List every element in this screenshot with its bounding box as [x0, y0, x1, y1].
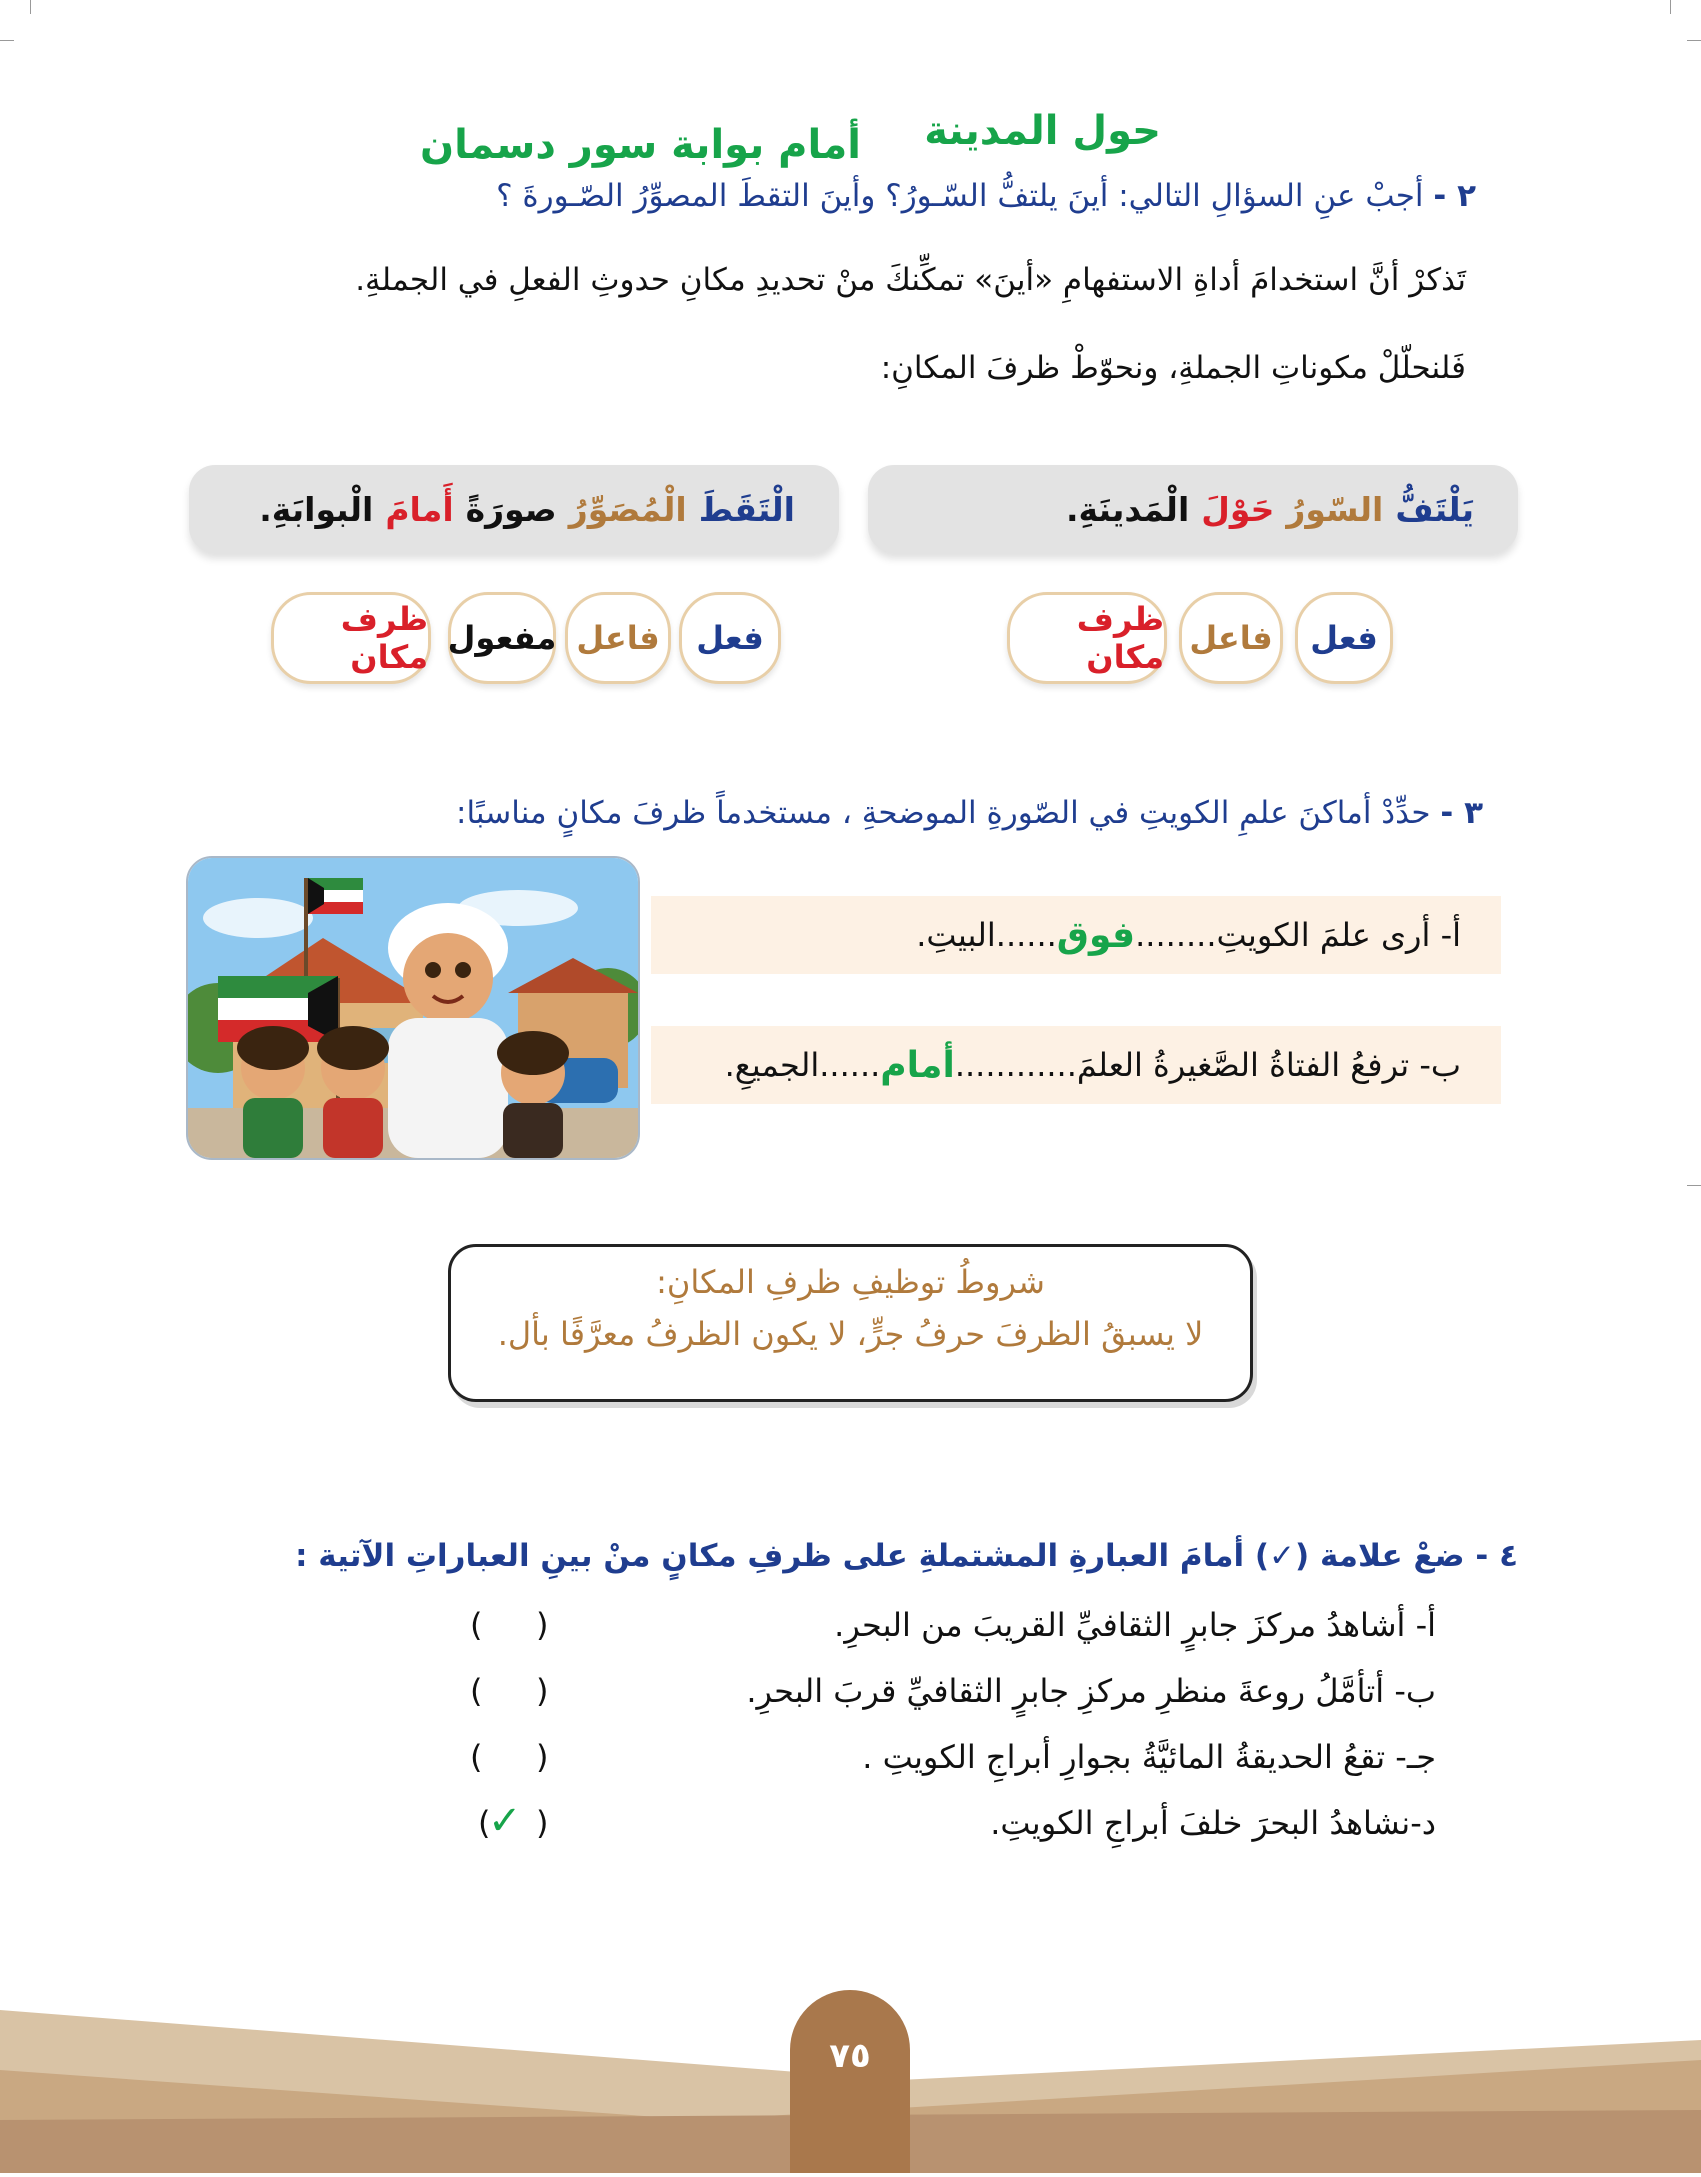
chip-place-adverb: ظرف مكان: [1007, 592, 1167, 684]
exercise-b-start: ب- ترفعُ الفتاةُ الصَّغيرةُ العلمَ............: [954, 1046, 1461, 1084]
word-subject: السّورُ: [1286, 489, 1384, 529]
question-text: أجبْ عنِ السؤالِ التالي: أينَ يلتفُّ السّـورُ؟ وأينَ التقطَ المصوِّرُ الصّـورةَ ؟: [496, 178, 1424, 214]
exercise-a: [651, 896, 1501, 974]
option-d: د-نشاهدُ البحرَ خلفَ أبراجِ الكويتِ.: [990, 1804, 1436, 1842]
question-3-heading: [456, 795, 1483, 831]
conditions-title: شروطُ توظيفِ ظرفِ المكانِ:: [656, 1263, 1045, 1301]
option-c-paren-close: ): [470, 1738, 483, 1776]
question-text: ضعْ علامة (✓) أمامَ العبارةِ المشتملةِ على ظرفِ مكانٍ منْ بينِ العباراتِ الآتية :: [295, 1538, 1465, 1574]
option-c: جـ- تقعُ الحديقةُ المائيَّةُ بجوارِ أبراجِ الكويتِ .: [862, 1738, 1436, 1776]
note-line-2: فَلنحلّلْ مكوناتِ الجملةِ، ونحوّطْ ظرفَ المكانِ:: [880, 350, 1466, 386]
option-b: ب- أتأمَّلُ روعةَ منظرِ مركزِ جابرٍ الثقافيِّ قربَ البحرِ.: [746, 1672, 1436, 1710]
note-line-1: تَذكرْ أنَّ استخدامَ أداةِ الاستفهامِ «أينَ» تمكِّنكَ منْ تحديدِ مكانِ حدوثِ الفعلِ في الجملةِ.: [355, 262, 1466, 298]
option-c-paren-open: (: [536, 1738, 549, 1776]
exercise-b-answer: أمام: [880, 1044, 955, 1086]
exercise-b: [651, 1026, 1501, 1104]
answer-around-city: حول المدينة: [924, 108, 1161, 154]
question-4-heading: [295, 1538, 1518, 1574]
word-noun: الْبوابَةِ.: [259, 489, 374, 529]
question-number: ٣ -: [1440, 795, 1483, 831]
option-d-paren-close: ): [478, 1804, 491, 1842]
page-number: ٧٥: [829, 2036, 871, 2076]
conditions-body: لا يسبقُ الظرفَ حرفُ جرٍّ، لا يكون الظرفُ معرَّفًا بأل.: [497, 1315, 1204, 1353]
word-verb: الْتَقَطَ: [698, 489, 795, 529]
word-noun: الْمَدينَةِ.: [1065, 489, 1190, 529]
chip-place-adverb: ظرف مكان: [271, 592, 431, 684]
word-subject: الْمُصَوِّرُ: [568, 489, 687, 529]
chip-verb: فعل: [1295, 592, 1393, 684]
option-a-paren-close: ): [470, 1606, 483, 1644]
word-adverb: أَمامَ: [385, 489, 454, 529]
kuwait-flags-illustration: [186, 856, 640, 1160]
option-a: أ- أشاهدُ مركزَ جابرٍ الثقافيِّ القريبَ من البحرِ.: [834, 1606, 1436, 1644]
page-number-badge: [790, 1990, 910, 2173]
question-number: ٤ -: [1475, 1538, 1518, 1574]
option-a-paren-open: (: [536, 1606, 549, 1644]
conditions-box: [448, 1244, 1253, 1402]
answer-front-gate: أمام بوابة سور دسمان: [420, 122, 861, 168]
exercise-a-end: ......البيتِ.: [916, 916, 1057, 954]
check-mark-icon: ✓: [488, 1798, 522, 1844]
word-adverb: حَوْلَ: [1201, 489, 1275, 529]
chip-verb: فعل: [679, 592, 781, 684]
word-verb: يَلْتَفُّ: [1395, 489, 1474, 529]
exercise-b-end: ......الجميعِ.: [724, 1046, 881, 1084]
question-text: حدِّدْ أماكنَ علمِ الكويتِ في الصّورةِ الموضحةِ ، مستخدماً ظرفَ مكانٍ مناسبًا:: [456, 795, 1431, 831]
option-d-paren-open: (: [536, 1804, 549, 1842]
exercise-a-answer: فوق: [1056, 914, 1136, 956]
exercise-a-start: أ- أرى علمَ الكويتِ........: [1135, 916, 1461, 954]
sentence-box-right: [868, 465, 1518, 553]
sentence-box-left: [189, 465, 839, 553]
word-object: صورَةً: [465, 489, 557, 529]
question-number: ٢ -: [1433, 178, 1476, 214]
chip-object: مفعول: [448, 592, 556, 684]
option-b-paren-open: (: [536, 1672, 549, 1710]
chip-subject: فاعل: [565, 592, 671, 684]
question-2-heading: [496, 178, 1476, 214]
chip-subject: فاعل: [1179, 592, 1283, 684]
option-b-paren-close: ): [470, 1672, 483, 1710]
